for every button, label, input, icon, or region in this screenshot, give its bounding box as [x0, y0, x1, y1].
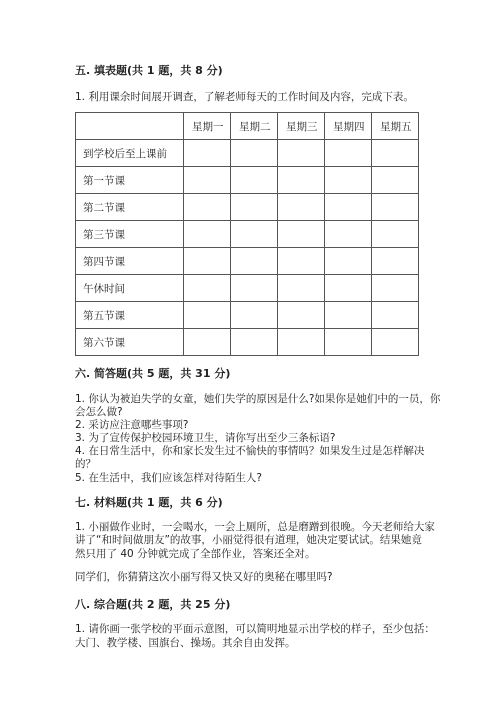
table-header-row	[76, 113, 419, 140]
table-empty-cell	[372, 167, 419, 194]
table-empty-cell	[231, 329, 278, 356]
section-5-title: 五. 填表题(共 1 题，共 8 分)	[75, 64, 223, 77]
table-row-label: 第二节课	[76, 194, 184, 221]
table-empty-cell	[325, 302, 372, 329]
table-row-label: 第一节课	[76, 167, 184, 194]
section-6-line-6: 的？	[75, 458, 96, 470]
table-row-label: 第六节课	[76, 329, 184, 356]
table-empty-cell	[278, 302, 325, 329]
section-6-line-3: 2. 采访应注意哪些事项?	[75, 419, 189, 431]
table-empty-cell	[325, 329, 372, 356]
section-6-line-2: 会怎么做?	[75, 406, 123, 418]
table-empty-cell	[325, 248, 372, 275]
section-7-line-4: 同学们，你猜猜这次小丽写得又快又好的奥秘在哪里吗?	[75, 571, 333, 583]
table-empty-cell	[278, 275, 325, 302]
table-empty-cell	[278, 167, 325, 194]
table-empty-cell	[278, 248, 325, 275]
table-row	[76, 275, 419, 302]
table-empty-cell	[278, 140, 325, 167]
table-row	[76, 167, 419, 194]
table-empty-cell	[278, 194, 325, 221]
table-empty-cell	[184, 221, 231, 248]
table-empty-cell	[231, 248, 278, 275]
table-empty-cell	[278, 329, 325, 356]
table-empty-cell	[325, 275, 372, 302]
table-row	[76, 302, 419, 329]
section-6-line-4: 3. 为了宣传保护校园环境卫生，请你写出至少三条标语?	[75, 432, 336, 444]
teacher-schedule-table	[75, 112, 419, 356]
table-header-cell: 星期三	[278, 113, 325, 140]
table-row	[76, 248, 419, 275]
table-empty-cell	[325, 194, 372, 221]
table-row-label: 第四节课	[76, 248, 184, 275]
table-empty-cell	[184, 194, 231, 221]
table-corner-cell	[76, 113, 184, 140]
table-empty-cell	[372, 221, 419, 248]
table-empty-cell	[184, 167, 231, 194]
table-empty-cell	[184, 329, 231, 356]
table-header-cell: 星期二	[231, 113, 278, 140]
table-row-label: 第五节课	[76, 302, 184, 329]
table-empty-cell	[372, 140, 419, 167]
section-5-question-1: 1. 利用课余时间展开调查，了解老师每天的工作时间及内容，完成下表。	[75, 91, 414, 103]
table-header-cell: 星期五	[372, 113, 419, 140]
table-row-label: 到学校后至上课前	[76, 140, 184, 167]
table-empty-cell	[184, 140, 231, 167]
table-empty-cell	[231, 302, 278, 329]
table-empty-cell	[231, 194, 278, 221]
section-8-title: 八. 综合题(共 2 题，共 25 分)	[75, 598, 231, 611]
section-6-title: 六. 简答题(共 5 题，共 31 分)	[75, 367, 231, 380]
section-7-title: 七. 材料题(共 1 题，共 6 分)	[75, 496, 223, 509]
table-empty-cell	[372, 275, 419, 302]
table-empty-cell	[325, 140, 372, 167]
table-empty-cell	[372, 248, 419, 275]
section-7-line-2: 讲了“和时间做朋友”的故事，小丽觉得很有道理，她决定要试试。结果她竟	[75, 534, 422, 546]
table-empty-cell	[372, 329, 419, 356]
section-8-line-2: 大门、教学楼、国旗台、操场。其余自由发挥。	[75, 637, 296, 649]
table-row	[76, 140, 419, 167]
table-row-label: 第三节课	[76, 221, 184, 248]
table-row-label: 午休时间	[76, 275, 184, 302]
table-empty-cell	[231, 140, 278, 167]
section-6-line-1: 1. 你认为被迫失学的女童，她们失学的原因是什么?如果你是她们中的一员，你	[75, 393, 441, 405]
table-empty-cell	[372, 194, 419, 221]
section-6-line-7: 5. 在生活中，我们应该怎样对待陌生人?	[75, 472, 262, 484]
table-empty-cell	[325, 221, 372, 248]
table-header-cell: 星期一	[184, 113, 231, 140]
section-6-line-5: 4. 在日常生活中，你和家长发生过不愉快的事情吗？如果发生过是怎样解决	[75, 445, 425, 457]
table-empty-cell	[184, 275, 231, 302]
table-empty-cell	[372, 302, 419, 329]
table-row	[76, 194, 419, 221]
section-7-line-3: 然只用了 40 分钟就完成了全部作业，答案还全对。	[75, 548, 316, 560]
table-header-cell: 星期四	[325, 113, 372, 140]
section-7-line-1: 1. 小丽做作业时，一会喝水，一会上厕所，总是磨蹭到很晚。今天老师给大家	[75, 521, 435, 533]
section-8-line-1: 1. 请你画一张学校的平面示意图，可以简明地显示出学校的样子，至少包括：	[75, 623, 435, 635]
table-empty-cell	[231, 221, 278, 248]
table-empty-cell	[278, 221, 325, 248]
table-empty-cell	[325, 167, 372, 194]
table-row	[76, 329, 419, 356]
table-row	[76, 221, 419, 248]
table-empty-cell	[184, 302, 231, 329]
table-empty-cell	[231, 275, 278, 302]
table-empty-cell	[231, 167, 278, 194]
table-empty-cell	[184, 248, 231, 275]
